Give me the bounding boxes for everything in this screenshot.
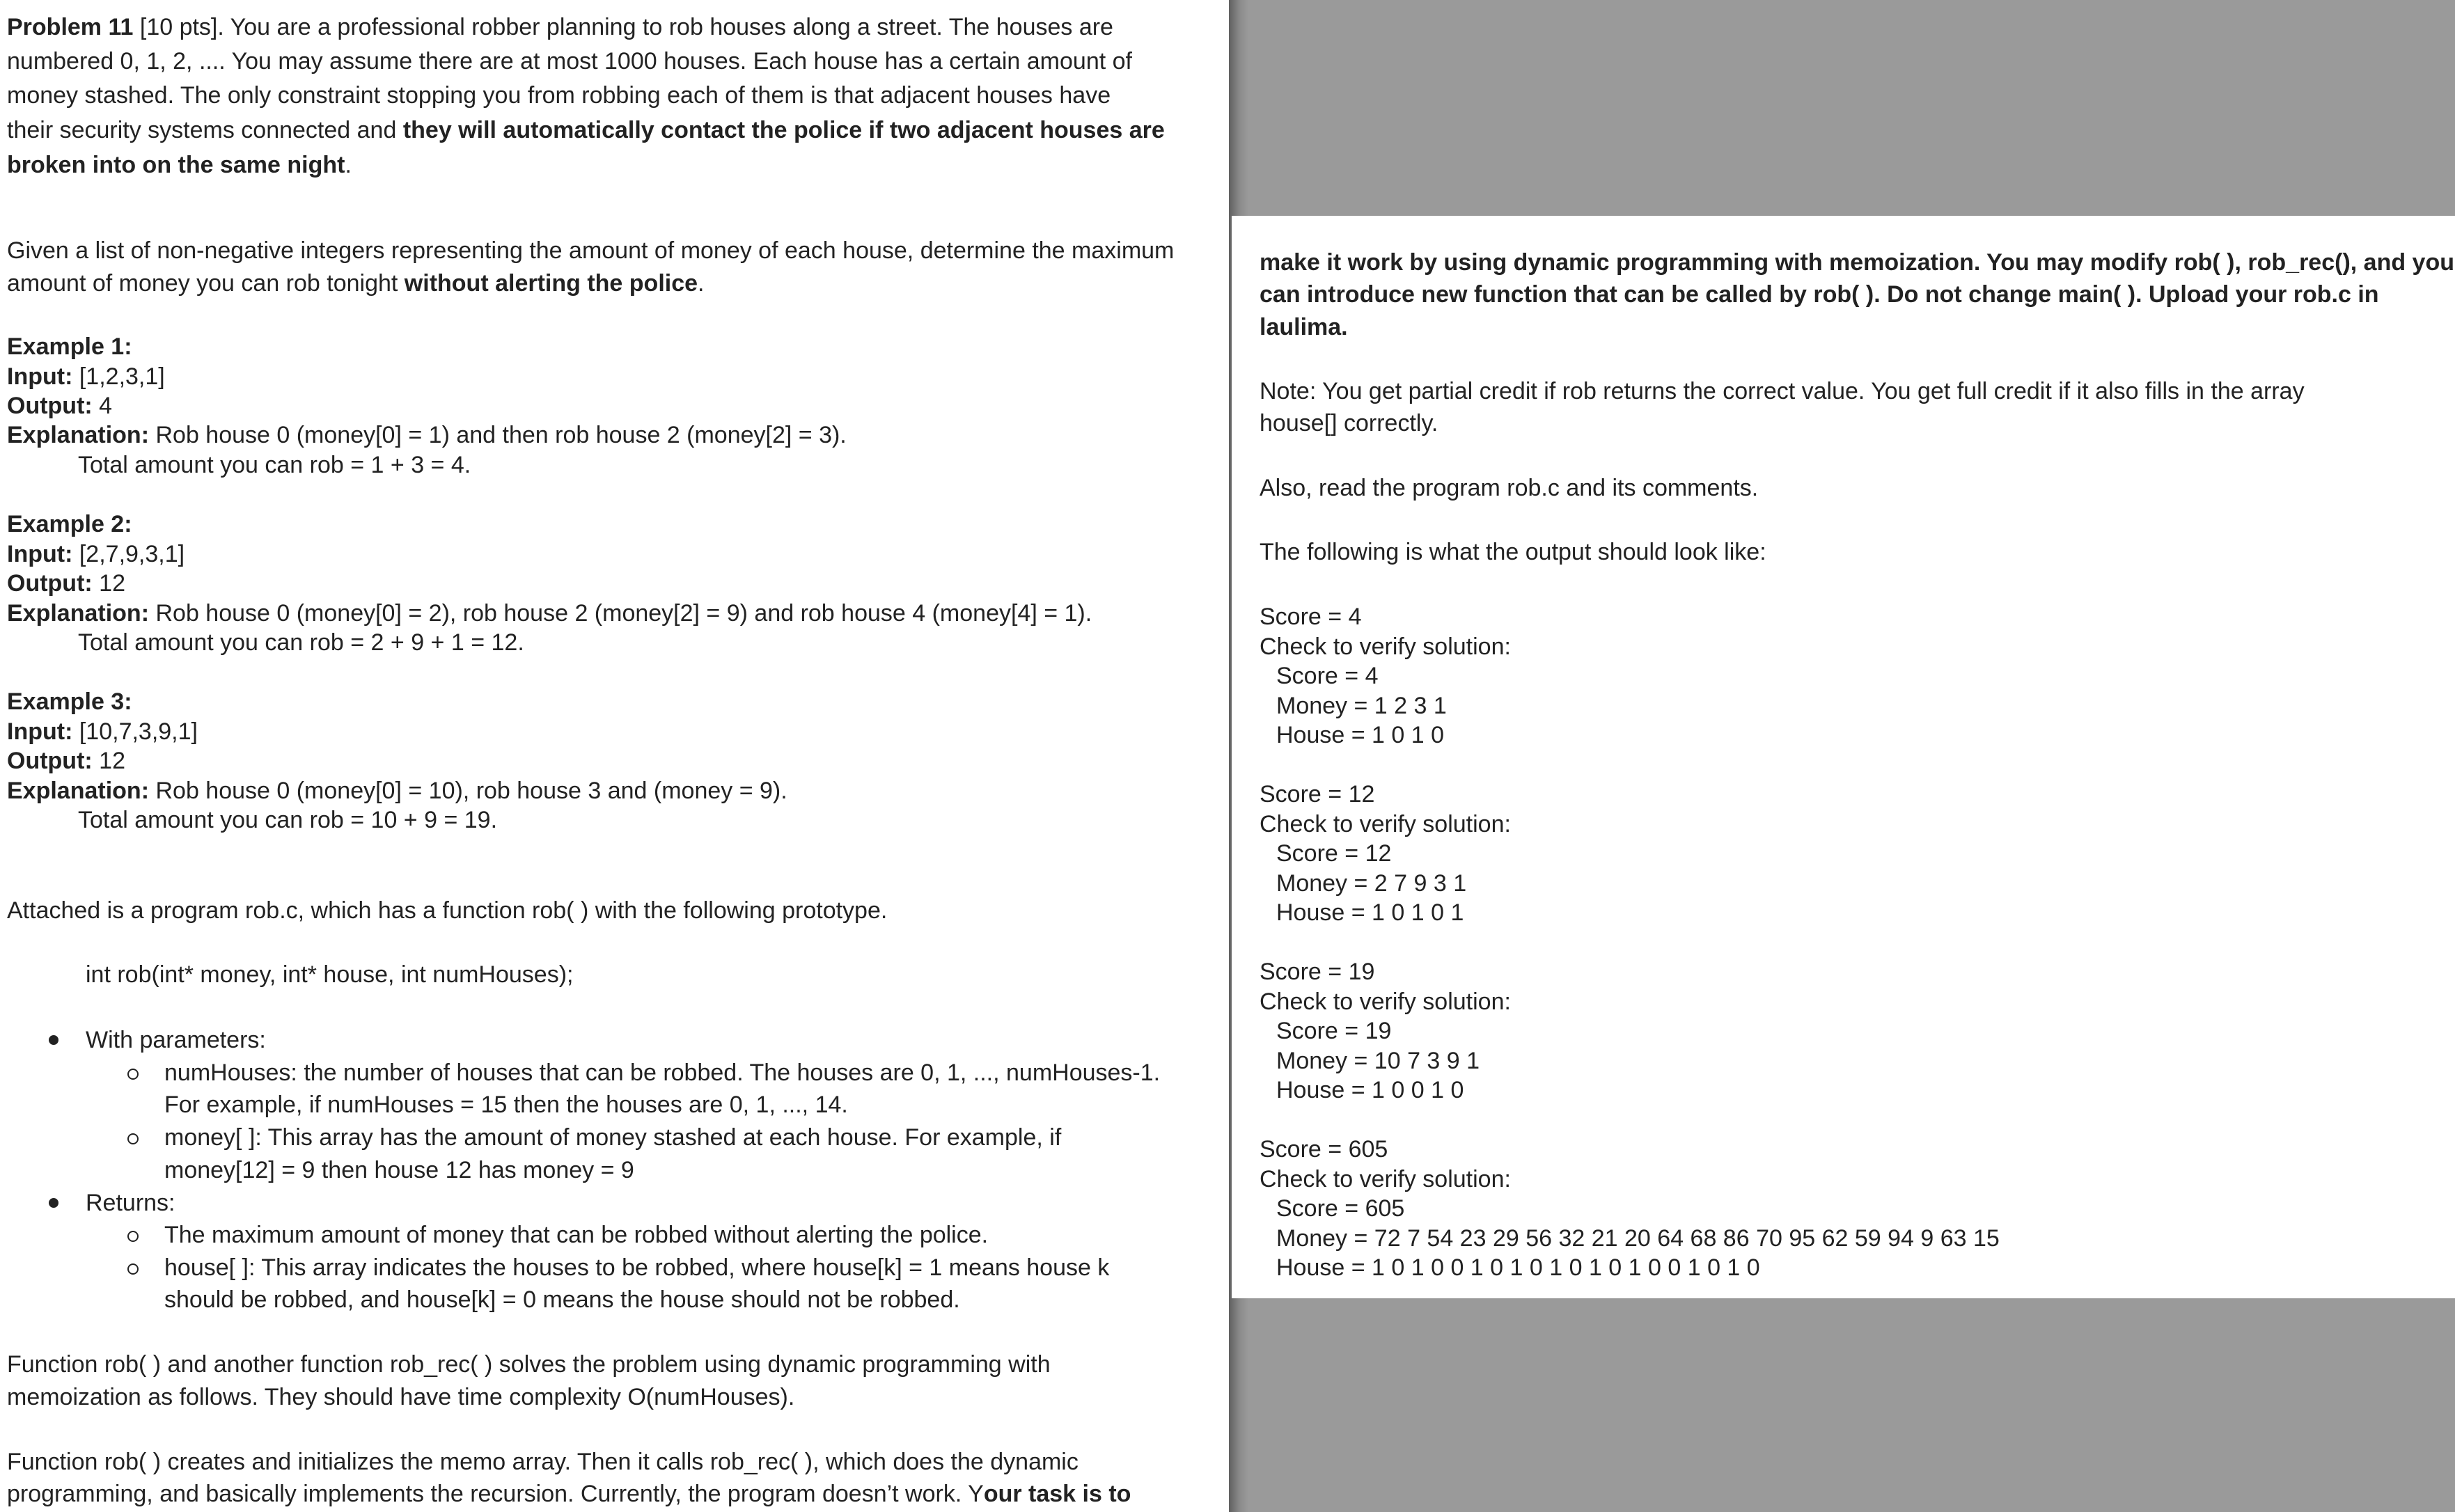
output-score: Score = 4 (1260, 604, 1362, 630)
attached-program-text: Attached is a program rob.c, which has a function rob( ) with the following prototype. (7, 897, 888, 924)
circle-bullet-icon (127, 1069, 139, 1080)
example-2-total: Total amount you can rob = 2 + 9 + 1 = 12. (78, 629, 524, 656)
output-house: House = 1 0 0 1 0 (1276, 1077, 1464, 1103)
example-3-total: Total amount you can rob = 10 + 9 = 19. (78, 807, 498, 833)
expected-output-intro: The following is what the output should look like: (1260, 539, 1766, 565)
problem-statement-line-3: money stashed. The only constraint stopping you from robbing each of them is that adjacent houses have (7, 82, 1111, 109)
given-line-1: Given a list of non-negative integers representing the amount of money of each house, determine the maximum (7, 237, 1175, 264)
circle-bullet-icon (127, 1133, 139, 1144)
output-house: House = 1 0 1 0 0 1 0 1 0 1 0 1 0 1 0 0 1 0 1 0 (1276, 1254, 1760, 1281)
output-money: Money = 1 2 3 1 (1276, 693, 1447, 719)
given-text: amount of money you can rob tonight (7, 270, 405, 297)
return-house-line-2: should be robbed, and house[k] = 0 means the house should not be robbed. (164, 1286, 960, 1313)
output-check-score: Score = 4 (1276, 663, 1379, 689)
param-numhouses-line-2: For example, if numHouses = 15 then the houses are 0, 1, ..., 14. (164, 1092, 848, 1118)
problem-statement-line-2: numbered 0, 1, 2, .... You may assume there are at most 1000 houses. Each house has a certain amount of (7, 48, 1132, 74)
example-1-title: Example 1: (7, 333, 132, 360)
right-document-page (1232, 216, 2455, 1298)
with-parameters-label: With parameters: (86, 1027, 266, 1053)
also-read-text: Also, read the program rob.c and its comments. (1260, 475, 1759, 501)
problem-statement-line-1 (7, 11, 1113, 43)
given-bold-text: without alerting the police (404, 270, 698, 297)
example-1-total: Total amount you can rob = 1 + 3 = 4. (78, 452, 471, 478)
param-numhouses-line-1: numHouses: the number of houses that can be robbed. The houses are 0, 1, ..., numHouses-1. (164, 1060, 1161, 1086)
bullet-icon (49, 1035, 58, 1045)
output-house: House = 1 0 1 0 (1276, 722, 1445, 748)
example-3-explanation: Explanation: Rob house 0 (money[0] = 10), rob house 3 and (money = 9). (7, 778, 787, 804)
output-check-score: Score = 12 (1276, 840, 1392, 867)
output-check-label: Check to verify solution: (1260, 989, 1511, 1015)
problem-title: Problem 11 (7, 14, 134, 40)
output-check-label: Check to verify solution: (1260, 633, 1511, 660)
note-line-1: Note: You get partial credit if rob returns the correct value. You get full credit if it also fills in the array (1260, 378, 2305, 404)
function-rob-line-1: Function rob( ) creates and initializes the memo array. Then it calls rob_rec( ), which does the dynamic (7, 1449, 1079, 1475)
task-line-1: make it work by using dynamic programming with memoization. You may modify rob( ), rob_rec(), and you (1260, 249, 2455, 276)
note-line-2: house[] correctly. (1260, 410, 1438, 436)
output-money: Money = 10 7 3 9 1 (1276, 1048, 1480, 1074)
example-2-output: Output: 12 (7, 570, 125, 597)
param-money-line-1: money[ ]: This array has the amount of money stashed at each house. For example, if (164, 1124, 1062, 1151)
circle-bullet-icon (127, 1231, 139, 1242)
line4-bold-text: they will automatically contact the police if two adjacent houses are (402, 117, 1165, 143)
output-score: Score = 12 (1260, 781, 1375, 808)
circle-bullet-icon (127, 1263, 139, 1275)
return-house-line-1: house[ ]: This array indicates the houses to be robbed, where house[k] = 1 means house k (164, 1254, 1110, 1281)
function-prototype: int rob(int* money, int* house, int numHouses); (86, 961, 574, 988)
example-1-input: Input: [1,2,3,1] (7, 363, 165, 390)
task-line-3: laulima. (1260, 314, 1348, 340)
bullet-icon (49, 1198, 58, 1208)
line5-text: . (345, 152, 352, 178)
given-period: . (698, 270, 705, 297)
given-line-2 (7, 267, 704, 299)
function-rob-line-2: programming, and basically implements the recursion. Currently, the program doesn’t work. Your task is to (7, 1481, 1131, 1507)
output-money: Money = 72 7 54 23 29 56 32 21 20 64 68 86 70 95 62 59 94 9 63 15 (1276, 1225, 2000, 1252)
output-money: Money = 2 7 9 3 1 (1276, 870, 1467, 897)
example-1-output: Output: 4 (7, 393, 113, 419)
example-1-explanation: Explanation: Rob house 0 (money[0] = 1) and then rob house 2 (money[2] = 3). (7, 422, 847, 448)
output-check-label: Check to verify solution: (1260, 811, 1511, 837)
task-line-2: can introduce new function that can be called by rob( ). Do not change main( ). Upload your rob.c in (1260, 281, 2379, 308)
example-3-title: Example 3: (7, 688, 132, 715)
output-check-score: Score = 605 (1276, 1195, 1405, 1222)
output-check-score: Score = 19 (1276, 1018, 1392, 1044)
example-3-output: Output: 12 (7, 748, 125, 774)
output-score: Score = 19 (1260, 959, 1375, 985)
example-2-title: Example 2: (7, 511, 132, 537)
example-3-input: Input: [10,7,3,9,1] (7, 718, 198, 745)
example-2-input: Input: [2,7,9,3,1] (7, 541, 185, 567)
output-score: Score = 605 (1260, 1136, 1388, 1163)
returns-label: Returns: (86, 1190, 175, 1216)
function-description-line-2: memoization as follows. They should have time complexity O(numHouses). (7, 1384, 795, 1410)
output-house: House = 1 0 1 0 1 (1276, 899, 1464, 926)
function-description-line-1: Function rob( ) and another function rob_rec( ) solves the problem using dynamic programming with (7, 1351, 1051, 1378)
return-max-money: The maximum amount of money that can be robbed without alerting the police. (164, 1222, 989, 1248)
problem-statement-line-4 (7, 114, 1165, 146)
example-2-explanation: Explanation: Rob house 0 (money[0] = 2), rob house 2 (money[2] = 9) and rob house 4 (money[4] = 1). (7, 600, 1092, 627)
param-money-line-2: money[12] = 9 then house 12 has money = 9 (164, 1157, 634, 1183)
problem-points-text: [10 pts]. You are a professional robber planning to rob houses along a street. The houses are (133, 14, 1113, 40)
line5-bold-text: broken into on the same night (7, 152, 345, 178)
problem-statement-line-5 (7, 149, 352, 181)
output-check-label: Check to verify solution: (1260, 1166, 1511, 1192)
line4-text: their security systems connected and (7, 117, 403, 143)
